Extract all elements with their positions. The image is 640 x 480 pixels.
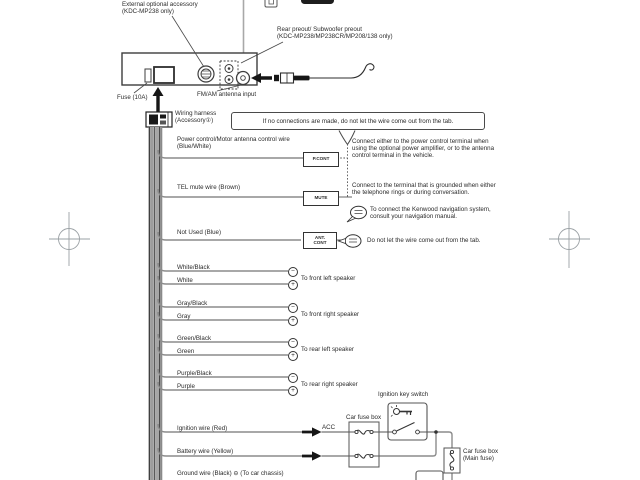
ground-wire-label: Ground wire (Black) ⊖ (To car chassis): [177, 469, 284, 477]
mute-tag: MUTE: [303, 191, 339, 206]
minus-icon: −: [288, 373, 298, 383]
wire-label-fr-neg: Gray/Black: [177, 299, 208, 307]
plus-icon: +: [288, 280, 298, 290]
registration-mark-right: [549, 211, 590, 268]
power-control-wire-label: Power control/Motor antenna control wire (Blue/White): [177, 136, 290, 151]
wire-label-fr-pos: Gray: [177, 312, 191, 320]
wire-label-rl-pos: Green: [177, 347, 195, 355]
dest-front-left: To front left speaker: [301, 274, 356, 282]
dest-front-right: To front right speaker: [301, 310, 360, 318]
harness-socket-icon: [154, 67, 174, 83]
ignition-wire-label: Ignition wire (Red): [177, 424, 228, 432]
nav-note-bubble-icon: [347, 206, 367, 222]
fuse-label: Fuse (10A): [117, 94, 148, 101]
fuse-icon: [145, 69, 151, 82]
minus-icon: −: [288, 303, 298, 313]
no-connection-callout: If no connections are made, do not let the wire come out from the tab.: [231, 112, 485, 130]
dest-rear-left: To rear left speaker: [301, 345, 354, 353]
main-fuse-label: Car fuse box (Main fuse): [463, 447, 499, 462]
plus-icon: +: [288, 316, 298, 326]
cropped-black-bar-icon: [301, 0, 334, 4]
wire-label-fl-neg: White/Black: [177, 263, 210, 271]
minus-icon: −: [288, 338, 298, 348]
ant-cont-tag: ANT. CONT: [303, 232, 337, 249]
wire-label-rr-pos: Purple: [177, 382, 195, 390]
acc-label: ACC: [322, 423, 336, 431]
wiring-harness-label: Wiring harness (Accessory①): [175, 110, 217, 125]
dotted-links: [337, 144, 352, 240]
external-accessory-label: External optional accessory (KDC-MP238 only): [122, 1, 198, 16]
antenna-input-label: FM/AM antenna input: [197, 91, 257, 98]
harness-connector-icon: [146, 112, 172, 127]
plus-icon: +: [288, 386, 298, 396]
car-fuse-box-label: Car fuse box: [346, 413, 382, 421]
car-fuse-box-icon: [349, 422, 379, 467]
battery-icon-partial: [416, 471, 443, 480]
ignition-arrow-icon: [302, 427, 322, 436]
not-used-wire-label: Not Used (Blue): [177, 229, 222, 236]
pcont-tag: P.CONT: [303, 152, 339, 167]
battery-arrow-icon: [302, 451, 322, 460]
up-arrow-icon: [153, 87, 164, 112]
page-edge-icons: [265, 0, 334, 7]
wire-bundle: [149, 127, 163, 480]
ignition-key-switch-label: Ignition key switch: [378, 391, 429, 398]
junction-dot: [434, 430, 438, 434]
tel-mute-wire-label: TEL mute wire (Brown): [177, 184, 241, 191]
minus-icon: −: [288, 267, 298, 277]
wire-label-fl-pos: White: [177, 276, 193, 284]
battery-wire-label: Battery wire (Yellow): [177, 448, 234, 455]
nav-note: To connect the Kenwood navigation system, consult your navigation manual.: [370, 205, 491, 220]
mute-note: Connect to the terminal that is grounded when either the telephone rings or during conversation.: [352, 182, 496, 197]
ignition-key-switch-icon: [388, 403, 427, 440]
antenna-jack-icon: [237, 72, 250, 85]
cropped-square-icon: [265, 0, 277, 7]
rear-preout-label: Rear preout/ Subwoofer preout (KDC-MP238/MP238CR/MP208/138 only): [277, 26, 393, 41]
tab-note: Do not let the wire come out from the tab.: [367, 237, 481, 244]
wire-label-rr-neg: Purple/Black: [177, 369, 212, 377]
dest-rear-right: To rear right speaker: [301, 380, 358, 388]
power-note: Connect either to the power control terminal when using the optional power amplifier, or to the antenna control terminal in the vehicle.: [352, 137, 495, 160]
tab-note-bubble-icon: [339, 235, 362, 247]
registration-mark-left: [49, 212, 90, 266]
rear-panel-outline: [122, 53, 257, 89]
plus-icon: +: [288, 351, 298, 361]
main-fuse-icon: [444, 448, 460, 473]
wire-label-rl-neg: Green/Black: [177, 334, 212, 342]
antenna-plug-icon: [251, 64, 374, 83]
